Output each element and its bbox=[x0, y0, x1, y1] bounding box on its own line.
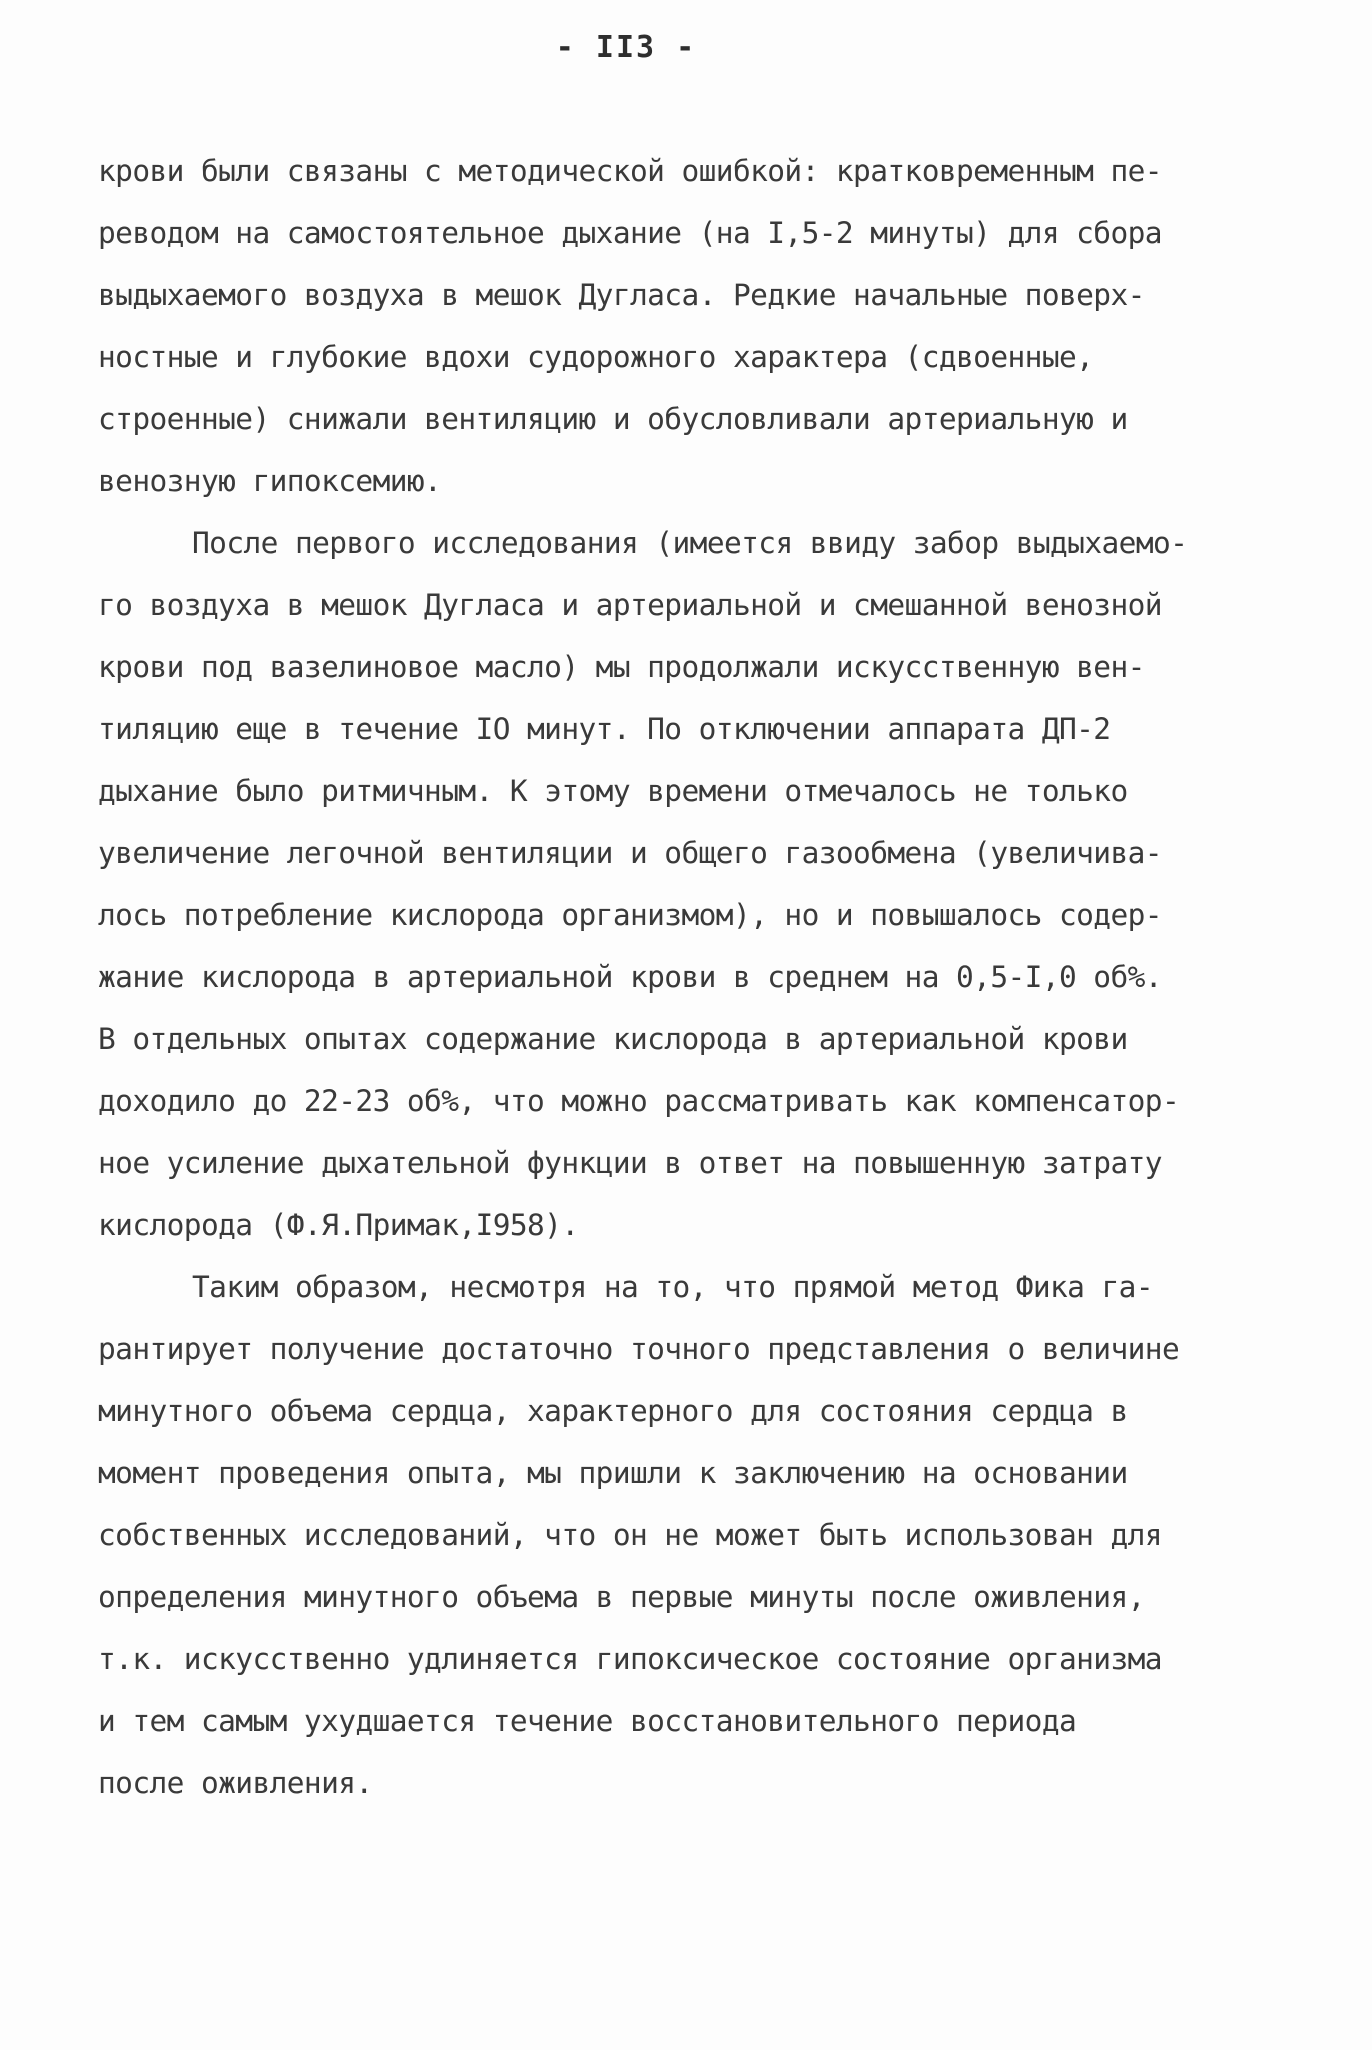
text-line: венозную гипоксемию. bbox=[98, 464, 442, 498]
text-line: момент проведения опыта, мы пришли к заключению на основании bbox=[98, 1456, 1128, 1490]
text-line: го воздуха в мешок Дугласа и артериальной и смешанной венозной bbox=[98, 588, 1162, 622]
text-line: собственных исследований, что он не может быть использован для bbox=[98, 1518, 1162, 1552]
text-line: дыхание было ритмичным. К этому времени отмечалось не только bbox=[98, 774, 1128, 808]
paragraph-1 bbox=[98, 140, 1298, 512]
text-line: после оживления. bbox=[98, 1766, 373, 1800]
text-line: ностные и глубокие вдохи судорожного характера (сдвоенные, bbox=[98, 340, 1094, 374]
text-line: доходило до 22-23 об%, что можно рассматривать как компенсатор- bbox=[98, 1084, 1180, 1118]
text-line: После первого исследования (имеется ввиду забор выдыхаемо- bbox=[192, 526, 1188, 560]
text-line: кислорода (Ф.Я.Примак,I958). bbox=[98, 1208, 579, 1242]
text-line: жание кислорода в артериальной крови в среднем на 0,5-I,0 об%. bbox=[98, 960, 1162, 994]
text-line: крови под вазелиновое масло) мы продолжали искусственную вен- bbox=[98, 650, 1145, 684]
text-line: увеличение легочной вентиляции и общего газообмена (увеличива- bbox=[98, 836, 1162, 870]
text-line: крови были связаны с методической ошибкой: кратковременным пе- bbox=[98, 154, 1162, 188]
paragraph-2 bbox=[98, 512, 1298, 1256]
text-line: и тем самым ухудшается течение восстановительного периода bbox=[98, 1704, 1077, 1738]
page-number: - II3 - bbox=[555, 30, 697, 65]
text-line: определения минутного объема в первые минуты после оживления, bbox=[98, 1580, 1145, 1614]
text-line: выдыхаемого воздуха в мешок Дугласа. Редкие начальные поверх- bbox=[98, 278, 1145, 312]
document-body bbox=[98, 140, 1298, 1814]
text-line: т.к. искусственно удлиняется гипоксическое состояние организма bbox=[98, 1642, 1162, 1676]
text-line: тиляцию еще в течение IO минут. По отключении аппарата ДП-2 bbox=[98, 712, 1111, 746]
text-line: Таким образом, несмотря на то, что прямой метод Фика га- bbox=[192, 1270, 1153, 1304]
paragraph-3 bbox=[98, 1256, 1298, 1814]
text-line: рантирует получение достаточно точного представления о величине bbox=[98, 1332, 1180, 1366]
text-line: минутного объема сердца, характерного для состояния сердца в bbox=[98, 1394, 1128, 1428]
text-line: строенные) снижали вентиляцию и обусловливали артериальную и bbox=[98, 402, 1128, 436]
text-line: лось потребление кислорода организмом), но и повышалось содер- bbox=[98, 898, 1162, 932]
text-line: В отдельных опытах содержание кислорода в артериальной крови bbox=[98, 1022, 1128, 1056]
text-line: ное усиление дыхательной функции в ответ на повышенную затрату bbox=[98, 1146, 1162, 1180]
text-line: реводом на самостоятельное дыхание (на I,5-2 минуты) для сбора bbox=[98, 216, 1162, 250]
